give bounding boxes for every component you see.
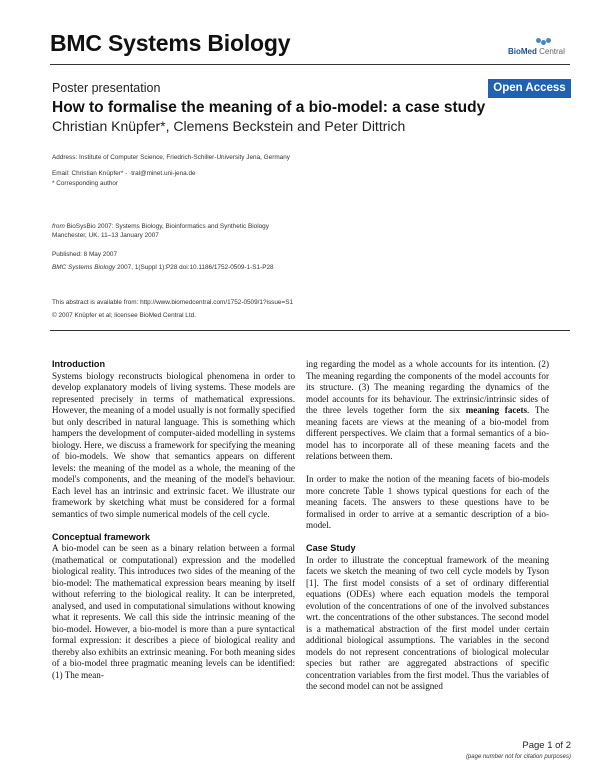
section-heading-introduction: Introduction (52, 359, 106, 369)
logo-dots-icon (536, 38, 550, 46)
conference-name: BioSysBio 2007: Systems Biology, Bioinformatics and Synthetic Biology (64, 223, 269, 230)
header-rule (50, 64, 570, 65)
article-type: Poster presentation (52, 81, 161, 95)
meaning-levels-text-1: ing regarding the model as a whole accounts for its intention. (2) The meaning regarding the components of the model accounts for its structure. (3) The meaning regarding the dynamics of the model accounts for its behaviour. The extrinsic/intrinsic sides of the three levels together form the six (306, 359, 549, 415)
open-access-badge[interactable]: Open Access (488, 79, 571, 98)
journal-title: BMC Systems Biology (50, 30, 291, 56)
availability-link[interactable]: This abstract is available from: http://www.biomedcentral.com/1752-0509/1?issue=S1 (52, 299, 294, 306)
section-heading-case-study: Case Study (306, 543, 356, 553)
article-title: How to formalise the meaning of a bio-model: a case study (52, 99, 486, 116)
case-study-paragraph: In order to illustrate the conceptual framework of the meaning facets we sketch the meaning of two cell cycle models by Tyson [1]. The first model consists of a set of ordinary differential equations (ODEs) where each equation models the temporal evolution of the concentrations of one of the involved substances wrt. the concentrations of the other substances. The second model is a mathematical abstraction of the first model under certain additional biological assumptions. The variables in the second models do not represent concentrations of biological molecular species but rather are aggregated abstractions of specific concentration variables from the first model. Thus the variables of the second model can not be assigned (306, 554, 549, 691)
meaning-facets-term: meaning facets (465, 405, 528, 415)
abstract-rule (50, 330, 570, 331)
from-label: from (52, 223, 65, 230)
meaning-levels-paragraph (306, 359, 549, 463)
right-column (306, 359, 549, 693)
citation-details: 2007, 1(Suppl 1):P28 doi:10.1186/1752-0509-1-S1-P28 (115, 264, 274, 271)
introduction-paragraph: Systems biology reconstructs biological phenomena in order to develop explanatory models of living systems. These models are represented precisely in terms of mathematical expressions. However, the meaning of a model usually is not formally specified but only described in natural language. This is something which hampers the development of computer-aided modelling in systems biology. Here, we discuss a framework for specifying the meaning of bio-models. We show that semantics appears on different levels: the meaning of the model as a whole, the meaning of the model's components, and the meaning of the model's behaviour. Each level has an intrinsic and extrinsic facet. We illustrate our framework by sketching what must be considered for a formal semantics of two simple numerical models of the cell cycle. (52, 370, 295, 519)
affiliation-address: Address: Institute of Computer Science, Friedrich-Schiller-University Jena, Germany (52, 154, 290, 161)
citation (52, 264, 274, 271)
meaning-levels-text-2: . The meaning facets are views at the meaning of a bio-model from different perspectives. We claim that a formal semantics of a bio-model has to incorporate all of these meaning facets and the relations between them. (306, 405, 549, 461)
left-column (52, 359, 295, 681)
page-number-note: (page number not for citation purposes) (465, 754, 571, 760)
citation-journal: BMC Systems Biology (52, 264, 116, 271)
logo-text-rest: Central (536, 47, 565, 56)
conference-place: Manchester, UK. 11–13 January 2007 (52, 232, 159, 239)
publisher-logo[interactable] (508, 38, 570, 62)
meaning-facets-paragraph: In order to make the notion of the meaning facets of bio-models more concrete Table 1 shows typical questions for each of the meaning facets. The answers to these questions have to be formalised in order to arrive at a semantic description of a bio-model. (306, 474, 549, 530)
copyright-notice: © 2007 Knüpfer et al; licensee BioMed Central Ltd. (52, 312, 196, 319)
masthead (50, 30, 570, 62)
page-number: Page 1 of 2 (522, 740, 571, 751)
conceptual-framework-paragraph: A bio-model can be seen as a binary relation between a formal (mathematical or computational) expression and the modelled biological reality. This introduces two sides of the meaning of the bio-model: The mathematical expression bears meaning by itself without referring to the biological reality. It can be interpreted, analysed, and used in computational simulations without knowing what it represents. We call this side the intrinsic meaning of the bio-model. However, a bio-model is more than a pure syntactical formal expression: it describes a piece of biological reality and thereby also exhibits an extrinsic meaning. For both meaning sides of a bio-model three pragmatic meaning levels can be identified: (1) The mean- (52, 543, 295, 680)
author-list: Christian Knüpfer*, Clemens Beckstein and Peter Dittrich (52, 118, 406, 134)
conference-info (52, 223, 269, 230)
published-date: Published: 8 May 2007 (52, 251, 118, 258)
corresponding-note: * Corresponding author (52, 180, 119, 187)
logo-text-bold: BioMed (508, 47, 537, 56)
author-email[interactable]: Email: Christian Knüpfer* - ·tral@minet.uni-jena.de (52, 170, 196, 177)
logo-text (508, 47, 565, 56)
section-heading-conceptual-framework: Conceptual framework (52, 531, 151, 542)
